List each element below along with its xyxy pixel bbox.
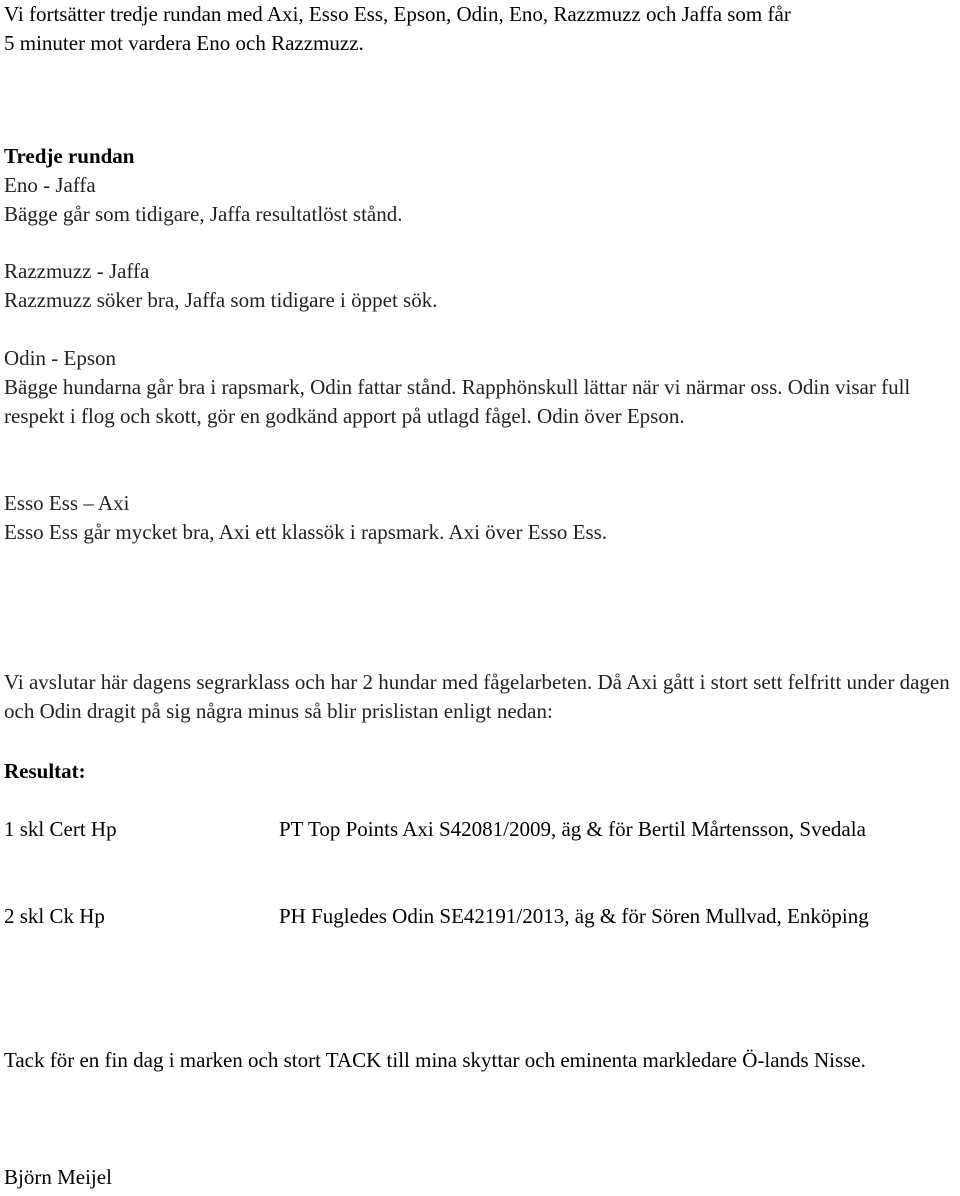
match-text-esso-axi: Esso Ess går mycket bra, Axi ett klassök i rapsmark. Axi över Esso Ess. <box>4 520 608 544</box>
result-place: 1 skl Cert Hp <box>4 817 117 841</box>
match-text-odin-epson: Bägge hundarna går bra i rapsmark, Odin fattar stånd. Rapphönskull lättar när vi närmar oss. Odin visar full respekt i flog och skott, gör en godkänd apport på utlagd fågel. Odin över Epson. <box>4 375 911 428</box>
result-place: 2 skl Ck Hp <box>4 904 105 928</box>
results-heading: Resultat: <box>4 759 86 783</box>
match-text-razzmuzz-jaffa: Razzmuzz söker bra, Jaffa som tidigare i öppet sök. <box>4 288 438 312</box>
result-dog: PT Top Points Axi S42081/2009, äg & för Bertil Mårtensson, Svedala <box>279 817 866 841</box>
match-title-esso-axi: Esso Ess – Axi <box>4 491 130 515</box>
intro-line-2: 5 minuter mot vardera Eno och Razzmuzz. <box>4 31 364 55</box>
round-heading: Tredje rundan <box>4 144 135 168</box>
thanks-paragraph: Tack för en fin dag i marken och stort TACK till mina skyttar och eminenta markledare Ö-lands Nisse. <box>4 1048 866 1072</box>
match-title-odin-epson: Odin - Epson <box>4 346 116 370</box>
match-title-eno-jaffa: Eno - Jaffa <box>4 173 96 197</box>
intro-line-1: Vi fortsätter tredje rundan med Axi, Esso Ess, Epson, Odin, Eno, Razzmuzz och Jaffa som får <box>4 2 791 26</box>
signature: Björn Meijel <box>4 1165 112 1189</box>
result-dog: PH Fugledes Odin SE42191/2013, äg & för Sören Mullvad, Enköping <box>279 904 869 928</box>
closing-paragraph: Vi avslutar här dagens segrarklass och har 2 hundar med fågelarbeten. Då Axi gått i stort sett felfritt under dagen och Odin dragit på sig några minus så blir prislistan enligt nedan: <box>4 670 950 723</box>
match-title-razzmuzz-jaffa: Razzmuzz - Jaffa <box>4 259 150 283</box>
match-text-eno-jaffa: Bägge går som tidigare, Jaffa resultatlöst stånd. <box>4 202 403 226</box>
